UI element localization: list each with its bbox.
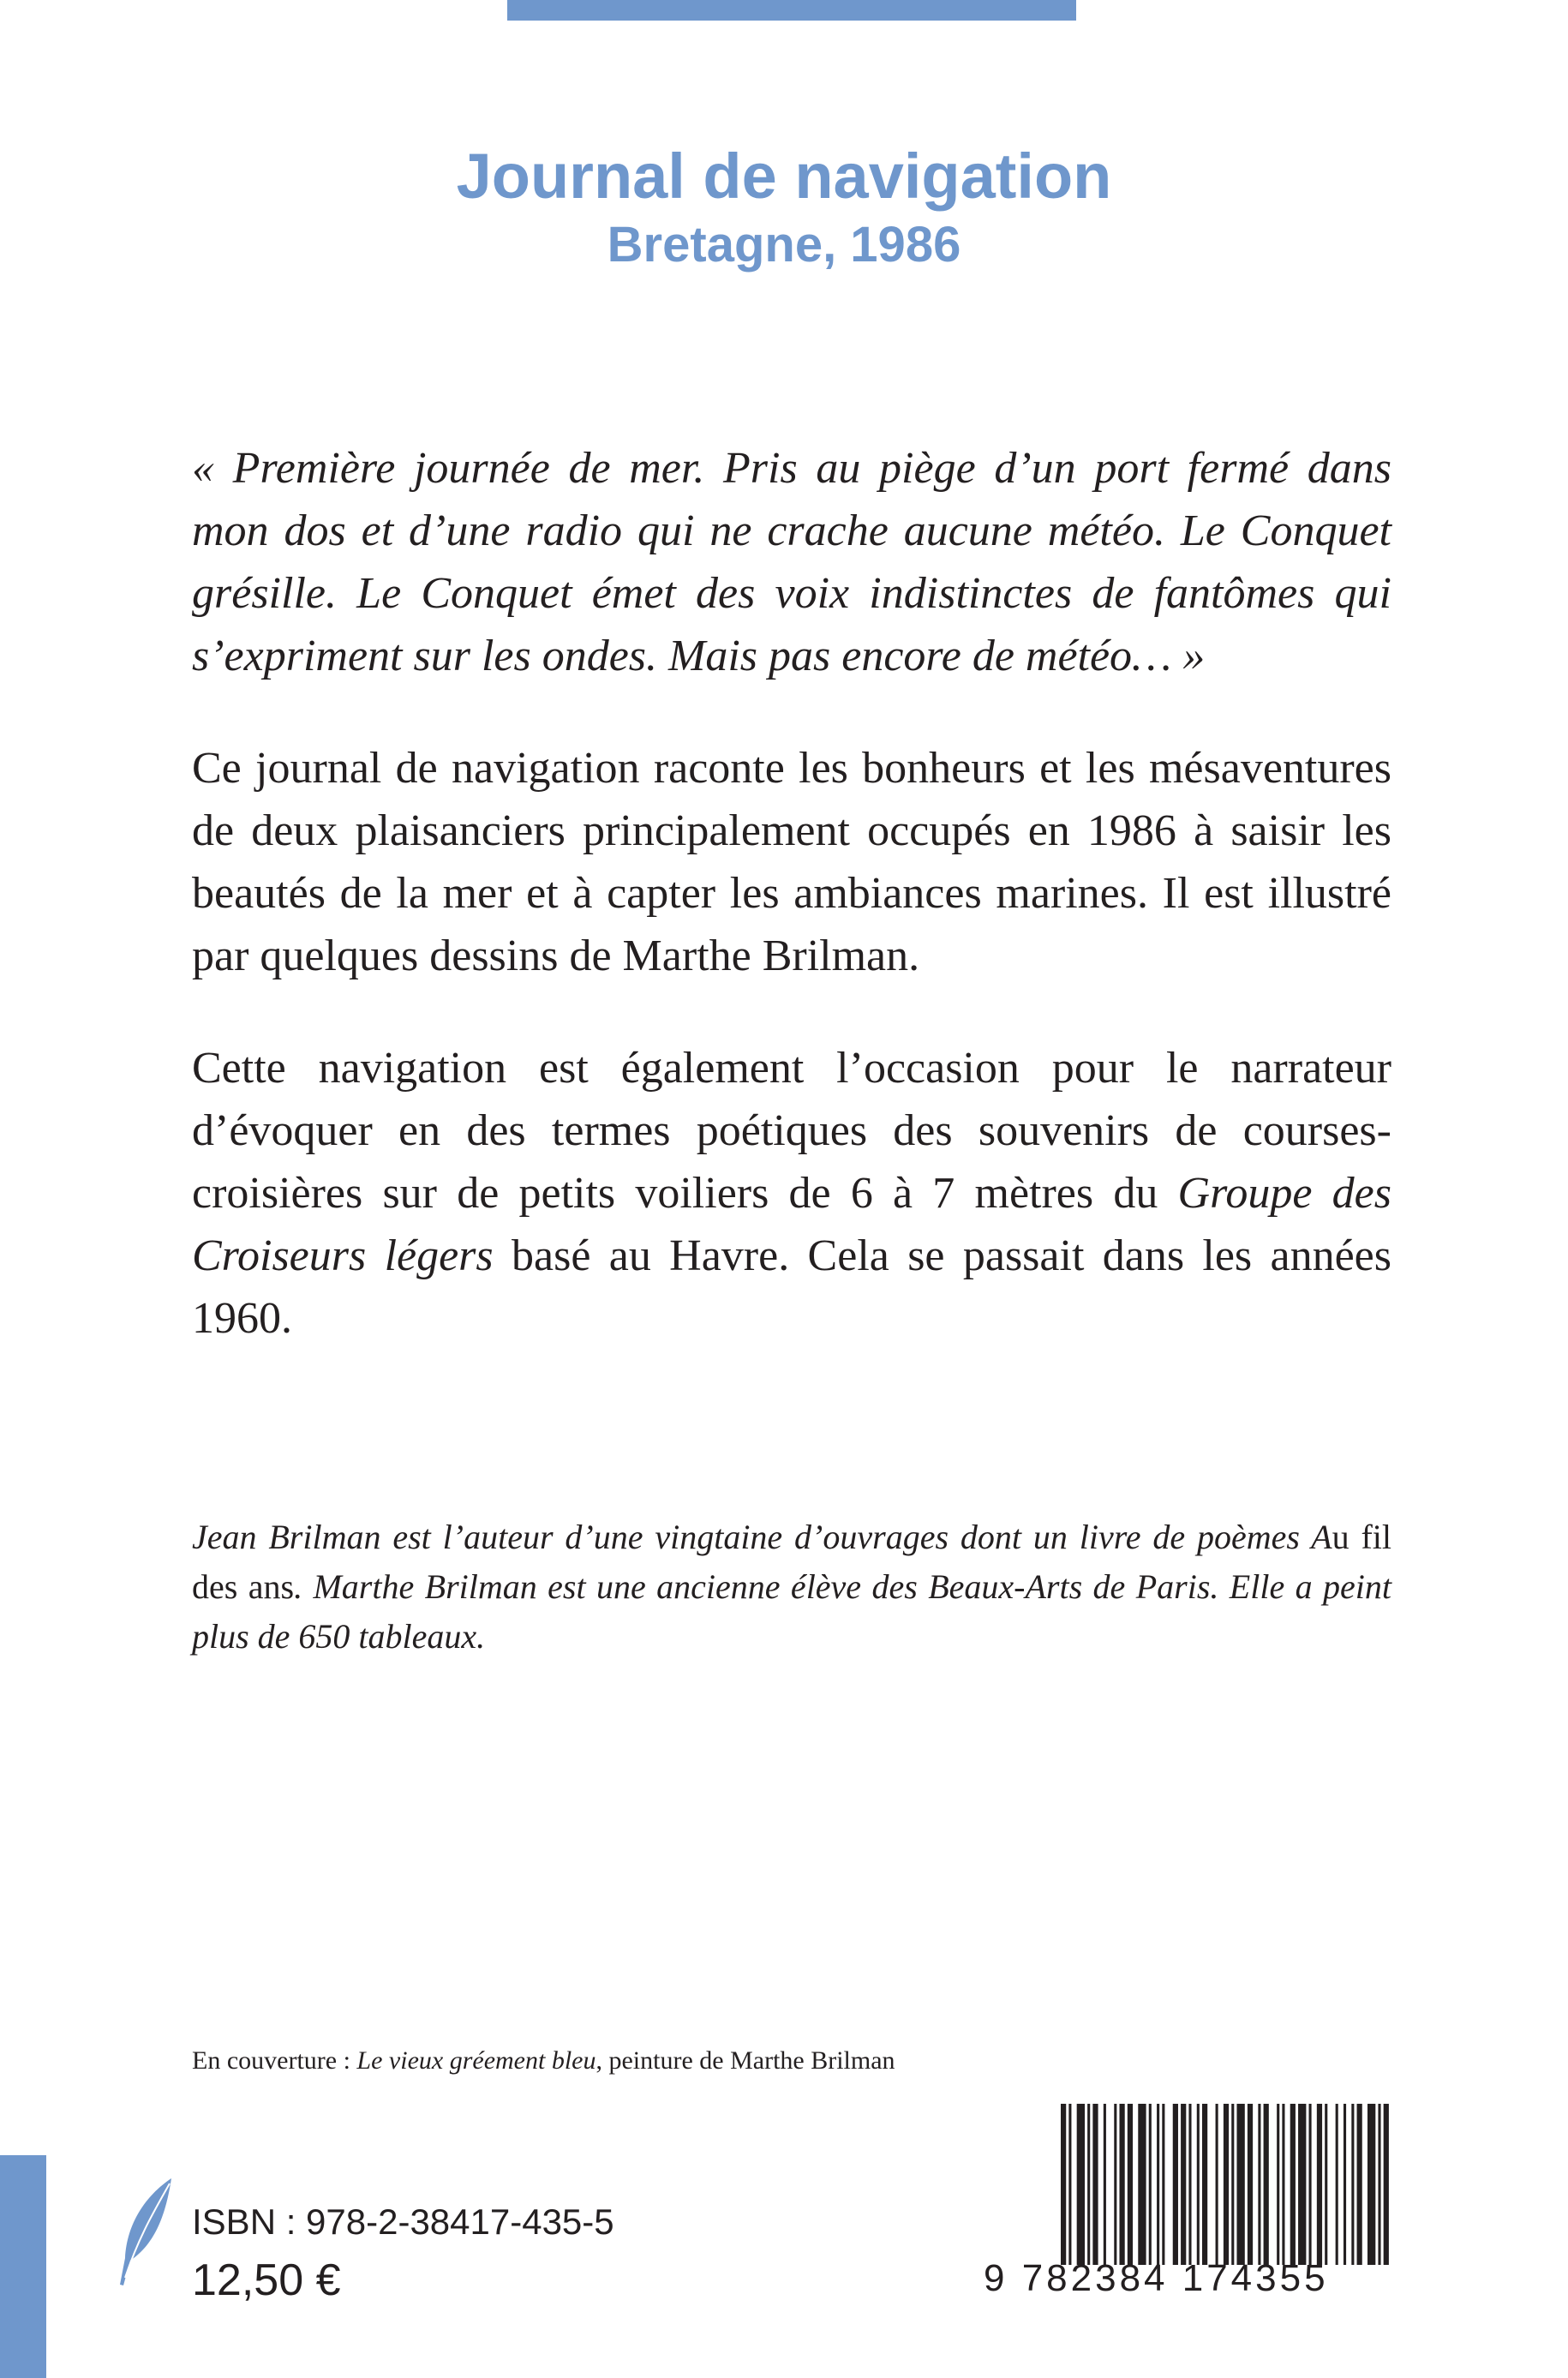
author-bio bbox=[192, 1512, 1391, 1662]
barcode-bar bbox=[1298, 2104, 1306, 2265]
bio-part-1: Jean Brilman est l’auteur d’une vingtaine d’ouvrages dont un livre de poèmes A bbox=[192, 1518, 1332, 1556]
opening-quote: « Première journée de mer. Pris au piège d’un port fermé dans mon dos et d’une radio qui ne crache aucune météo. Le Conquet grésille. Le Conquet émet des voix indistinctes de fantômes qui s’expriment sur les ondes. Mais pas encore de météo… » bbox=[192, 444, 1391, 680]
barcode-bar bbox=[1119, 2104, 1124, 2265]
barcode-bar bbox=[1368, 2104, 1375, 2265]
feather-logo-icon bbox=[111, 2177, 180, 2288]
barcode-bar bbox=[1197, 2104, 1200, 2265]
barcode-bar bbox=[1068, 2104, 1071, 2265]
barcode-bar bbox=[1357, 2104, 1362, 2265]
barcode-bar bbox=[1216, 2104, 1218, 2265]
summary-paragraph-1: Ce journal de navigation raconte les bonheurs et les mésaventures de deux plaisanciers principalement occupés en 1986 à saisir les beautés de la mer et à capter les ambiances marines. Il est illustré par quelques dessins de Marthe Brilman. bbox=[192, 744, 1391, 980]
barcode-bar bbox=[1325, 2104, 1327, 2265]
barcode-bar bbox=[1378, 2104, 1380, 2265]
isbn-number: ISBN : 978-2-38417-435-5 bbox=[192, 2201, 614, 2242]
cover-credit-prefix: En couverture : bbox=[192, 2046, 357, 2075]
barcode-bar bbox=[1236, 2104, 1244, 2265]
barcode-bar bbox=[1351, 2104, 1354, 2265]
title-block bbox=[0, 137, 1568, 274]
bio-book-title: u fil des ans bbox=[192, 1518, 1391, 1606]
left-accent-bar bbox=[0, 2155, 46, 2378]
barcode-bar bbox=[1344, 2104, 1346, 2265]
cover-credit-suffix: , peinture de Marthe Brilman bbox=[595, 2046, 895, 2075]
barcode-bars bbox=[1061, 2104, 1391, 2265]
barcode-bar bbox=[1162, 2104, 1164, 2265]
group-name-italic: Groupe des Croiseurs légers bbox=[192, 1169, 1391, 1280]
book-price: 12,50 € bbox=[192, 2255, 341, 2305]
barcode-bar bbox=[1114, 2104, 1116, 2265]
barcode-bar bbox=[1309, 2104, 1312, 2265]
barcode-bar bbox=[1128, 2104, 1133, 2265]
barcode-bar bbox=[1258, 2104, 1260, 2265]
barcode-bar bbox=[1202, 2104, 1207, 2265]
barcode-digits: 9 782384 174355 bbox=[984, 2257, 1329, 2299]
barcode-bar bbox=[1173, 2104, 1178, 2265]
cover-credit bbox=[192, 2044, 895, 2078]
bio-part-3: . Marthe Brilman est une ancienne élève des Beaux-Arts de Paris. Elle a peint plus de 650 tableaux. bbox=[192, 1567, 1392, 1656]
barcode-bar bbox=[1087, 2104, 1090, 2265]
barcode-bar bbox=[1264, 2104, 1269, 2265]
barcode-bar bbox=[1336, 2104, 1338, 2265]
book-subtitle: Bretagne, 1986 bbox=[607, 217, 961, 273]
barcode-bar bbox=[1061, 2104, 1066, 2265]
barcode-bar bbox=[1224, 2104, 1229, 2265]
top-accent-bar bbox=[507, 0, 1076, 21]
barcode-bar bbox=[1282, 2104, 1284, 2265]
barcode-bar bbox=[1277, 2104, 1279, 2265]
barcode-bar bbox=[1231, 2104, 1234, 2265]
barcode-bar bbox=[1138, 2104, 1146, 2265]
barcode-bar bbox=[1248, 2104, 1253, 2265]
book-title: Journal de navigation bbox=[456, 141, 1112, 212]
barcode-bar bbox=[1181, 2104, 1186, 2265]
barcode-bar bbox=[1149, 2104, 1152, 2265]
barcode bbox=[984, 2104, 1397, 2301]
paragraph-2-text-start: Cette navigation est également l’occasion pour le narrateur d’évoquer en des termes poétiques des souvenirs de courses-croisières sur de petits voiliers de 6 à 7 mètres du bbox=[192, 1044, 1391, 1218]
cover-artwork-title: Le vieux gréement bleu bbox=[356, 2046, 596, 2075]
barcode-bar bbox=[1104, 2104, 1106, 2265]
barcode-bar bbox=[1188, 2104, 1191, 2265]
barcode-bar bbox=[1157, 2104, 1159, 2265]
barcode-bar bbox=[1384, 2104, 1389, 2265]
barcode-bar bbox=[1317, 2104, 1322, 2265]
paragraph-2-text-end: basé au Havre. Cela se passait dans les années 1960. bbox=[192, 1231, 1391, 1343]
barcode-bar bbox=[1077, 2104, 1085, 2265]
barcode-bar bbox=[1092, 2104, 1098, 2265]
summary-paragraph-2 bbox=[192, 1037, 1391, 1350]
barcode-bar bbox=[1290, 2104, 1296, 2265]
